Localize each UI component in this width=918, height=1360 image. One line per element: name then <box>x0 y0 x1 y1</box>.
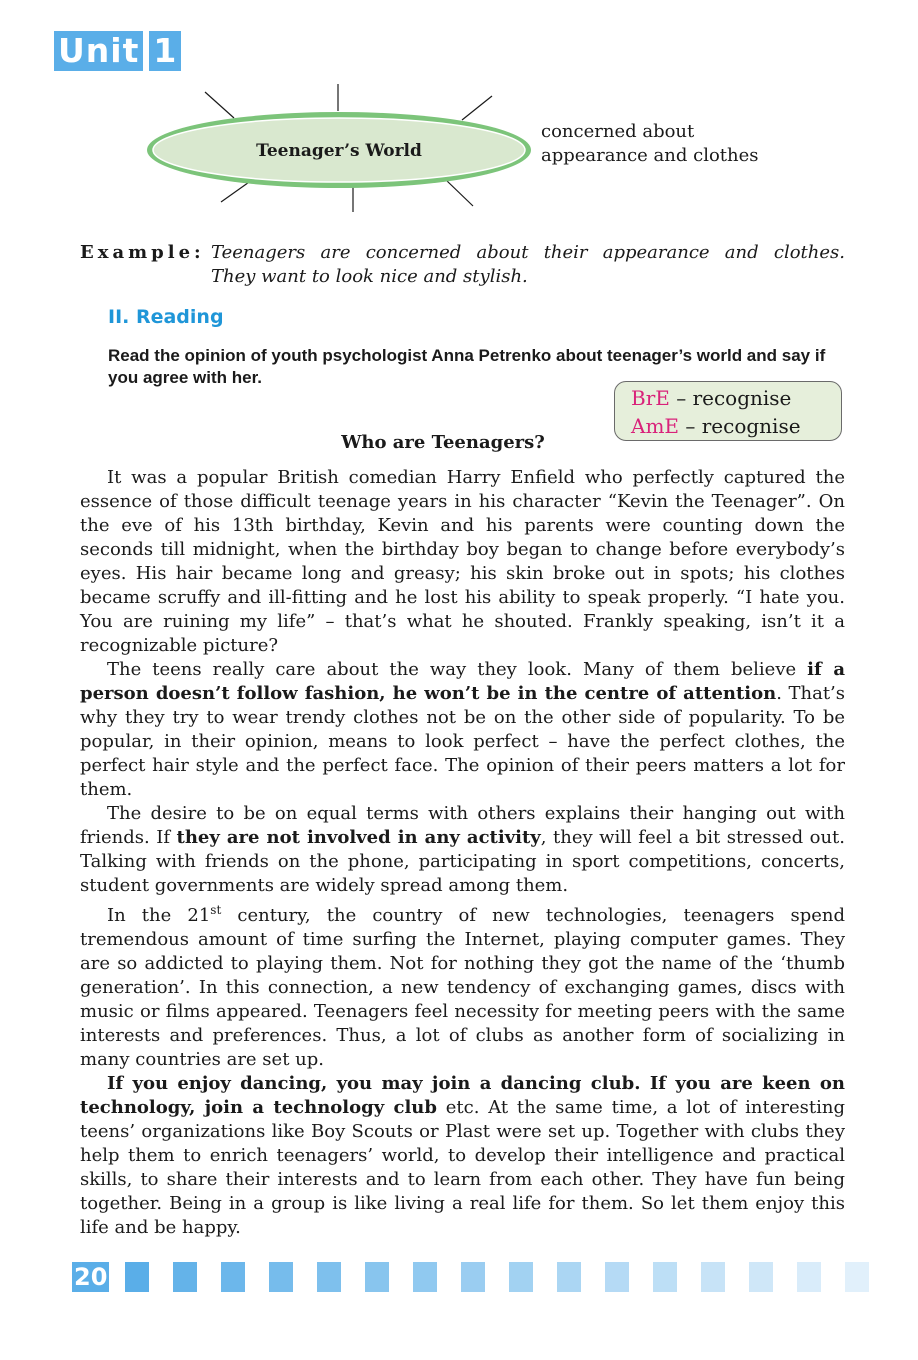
page-number: 20 <box>74 1263 108 1291</box>
unit-word: Unit <box>54 31 143 71</box>
mind-map-center-label: Teenager’s World <box>256 141 422 161</box>
p2-bold: if a person doesn’t follow fashion, he won’t be in the centre of attention <box>80 659 845 704</box>
article-paragraph-1: It was a popular British comedian Harry Enfield who perfectly captured the essence of those difficult teenage years in his character “Kevin the Teenager”. On the eve of his 13th birthday, Kevin and his parents were counting down the seconds till midnight, when the birthday boy began to change before everybody’s eyes. His hair became long and greasy; his skin broke out in spots; his clothes became scruffy and ill-fitting and he lost his ability to speak properly. “I hate you. You are ruining my life” – that’s what he shouted. Frankly speaking, isn’t it a recognizable picture? <box>80 467 845 656</box>
branch-bottom-right <box>446 180 473 206</box>
example-block <box>80 241 845 289</box>
footer-square <box>701 1262 725 1292</box>
p3-text-a: The desire to be on equal terms with others explains their hanging out with friends. If <box>80 803 845 848</box>
article-title: Who are Teenagers? <box>341 432 545 453</box>
p4-superscript: st <box>210 903 222 917</box>
p2-text-c: . That’s why they try to wear trendy clothes not be on the other side of popularity. To be popular, in their opinion, means to look perfect – have the perfect clothes, the perfect hair style and the perfect face. The opinion of their peers matters a lot for them. <box>80 683 846 800</box>
p3-text-c: , they will feel a bit stressed out. Talking with friends on the phone, participating in sport competitions, concerts, student governments are widely spread among them. <box>80 827 846 896</box>
branch-top-left <box>205 92 234 118</box>
example-line2: They want to look nice and stylish. <box>211 266 528 287</box>
article-paragraph-2 <box>80 658 845 802</box>
spelling-note-bre <box>631 384 841 412</box>
footer-square <box>269 1262 293 1292</box>
p5-bold: If you enjoy dancing, you may join a dancing club. If you are keen on technology, join a technology club <box>80 1073 845 1118</box>
page-footer <box>72 1262 893 1292</box>
footer-square <box>173 1262 197 1292</box>
example-label: Example: <box>80 242 205 263</box>
footer-square <box>317 1262 341 1292</box>
branch-note-line2: appearance and clothes <box>541 145 759 166</box>
p3-bold: they are not involved in any activity <box>176 827 541 848</box>
ame-dash: – <box>679 414 702 438</box>
footer-square <box>413 1262 437 1292</box>
p5-text-b: etc. At the same time, a lot of interesting teens’ organizations like Boy Scouts or Plast were set up. Together with clubs they help them to enrich teenagers’ world, to develop their intelligence and practical skills, to share their interests and to learn from each other. They have fun being together. Being in a group is like living a real life for them. So let them enjoy this life and be happy. <box>80 1097 846 1238</box>
footer-square <box>365 1262 389 1292</box>
footer-square <box>221 1262 245 1292</box>
section-title: II. Reading <box>108 306 224 328</box>
footer-square <box>509 1262 533 1292</box>
ame-word: recognise <box>701 414 801 438</box>
example-line1: Teenagers are concerned about their appearance and clothes. <box>211 242 845 263</box>
footer-square <box>653 1262 677 1292</box>
branch-note-line1: concerned about <box>541 121 695 142</box>
footer-decoration <box>125 1262 893 1292</box>
footer-square <box>845 1262 869 1292</box>
article-paragraph-5 <box>80 1072 845 1240</box>
task-instruction: Read the opinion of youth psychologist Anna Petrenko about teenager’s world and say if you agree with her. <box>108 346 826 387</box>
mind-map-branch-note <box>541 120 759 168</box>
footer-square <box>797 1262 821 1292</box>
p2-text-a: The teens really care about the way they look. Many of them believe <box>107 659 808 680</box>
article-paragraph-4 <box>80 898 845 1072</box>
article-body <box>80 466 845 1240</box>
footer-square <box>461 1262 485 1292</box>
footer-square <box>605 1262 629 1292</box>
article-paragraph-3 <box>80 802 845 898</box>
p4-text-a: In the 21 <box>107 905 211 926</box>
footer-square <box>125 1262 149 1292</box>
footer-square <box>749 1262 773 1292</box>
p4-text-b: century, the country of new technologies, teenagers spend tremendous amount of time surfing the Internet, playing computer games. They are so addicted to playing them. Not for nothing they got the name of the ‘thumb generation’. In this connection, a new tendency of exchanging games, discs with music or films appeared. Teenagers feel necessity for meeting peers with the same interests and preferences. Thus, a lot of clubs as another form of socializing in many countries are set up. <box>80 905 845 1070</box>
ame-label: AmE <box>631 414 680 438</box>
bre-label: BrE <box>631 386 670 410</box>
branch-top-right <box>462 96 492 120</box>
unit-number: 1 <box>149 31 181 71</box>
footer-square <box>557 1262 581 1292</box>
bre-word: recognise <box>692 386 792 410</box>
mind-map <box>140 84 540 219</box>
unit-heading <box>54 31 181 71</box>
bre-dash: – <box>669 386 693 410</box>
